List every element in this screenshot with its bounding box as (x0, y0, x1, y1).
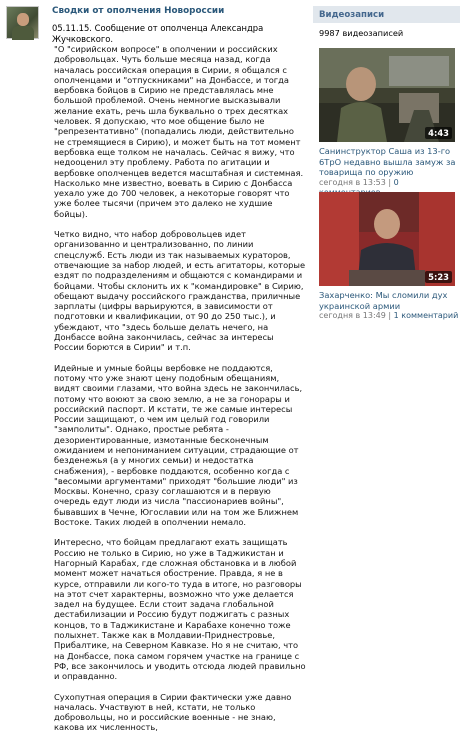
video-title[interactable]: Санинструктор Саша из 13-го 6ТрО недавно вышла замуж за товарища по оружию (319, 146, 456, 177)
post-author-link[interactable]: Сводки от ополчения Новороссии (52, 6, 225, 16)
post-paragraph: "О "сирийском вопросе" в ополчении и российских добровольцах. Чуть больше месяца назад, когда началась российская операция в Сирии, я общался с ополченцами и "отпускниками" на Донбассе, и тогда вербовка бойцов в Сирию не представлялась мне большой проблемой. Очень немногие высказывали желание ехать, речь шла буквально о трех десятках человек. Я допускаю, что мое общение было не "репрезентативно" (попадались люди, действительно не стремящиеся в Сирию), и может быть на тот момент вербовка еще толком не началась. Сейчас я вижу, что недооценил эту проблему. Работа по агитации и вербовке ополченцев ведется масштабная и системная. Насколько мне известно, воевать в Сирию с Донбасса уехало уже до 700 человек, а некоторые говорят что уже более тысячи (причем это далеко не худшие бойцы). (54, 44, 304, 219)
author-avatar[interactable] (6, 6, 39, 39)
video-meta (319, 311, 459, 322)
post-paragraph: Идейные и умные бойцы вербовке не поддаются, потому что уже знают цену подобным обещаниям, видят своими глазами, что война здесь не закончилась, потому что воюют за свою землю, а не за гонорары и российский паспорт. И кстати, те же самые интересы России защищают, о чем им целый год говорили "замполиты". Однако, простые ребята - дезориентированные, измотанные бесконечным ожиданием и непониманием ситуации, страдающие от безденежья (а у многих семьи) и недостатка снабжения), - вербовке поддаются, особенно когда с "весомыми аргументами" приходят "большие люди" из Москвы. Конечно, сразу соглашаются и в первую очередь едут люди из числа "пассионариев войны", бывавших в Чечне, Югославии или на том же Ближнем Востоке. Таких людей в ополчении немало. (54, 362, 303, 528)
videos-count[interactable]: 9987 видеозаписей (319, 28, 404, 38)
video-title[interactable]: Захарченко: Мы сломили дух украинской армии (319, 290, 448, 311)
videos-header[interactable] (313, 6, 460, 23)
avatar-face (17, 13, 29, 26)
post-text (54, 44, 306, 743)
video-comments-link[interactable]: 0 (393, 177, 399, 187)
post-date-line: 05.11.15. Сообщение от ополченца Александра Жучковского. (52, 23, 264, 44)
video-item[interactable] (319, 48, 459, 199)
post-paragraph: Сухопутная операция в Сирии фактически уже давно началась. Участвуют в ней, кстати, не только добровольцы, но и российские военные - не знаю, какова их численность, (54, 691, 292, 733)
video-time: сегодня в 13:53 (319, 177, 386, 187)
post-paragraph: Четко видно, что набор добровольцев идет организованно и централизованно, по линии спецслужб. Есть люди из так называемых кураторов, отвечающие за набор людей, и есть агитаторы, которые ездят по подразделениям и общаются с командирами и бойцами. Чтобы склонить их к "командировке" в Сирию, обещают выдачу российского гражданства, приличные зарплаты (цифры варьируются, в зависимости от подготовки и квалификации, от 90 до 250 тыс.), и убеждают, что "здесь больше делать нечего, на Донбассе война закончилась, сейчас за интересы России борются в Сирии" и т.п. (54, 229, 306, 353)
video-time: сегодня в 13:49 (319, 311, 386, 320)
videos-sidebar (313, 6, 460, 320)
video-item[interactable] (319, 192, 459, 322)
avatar-body (12, 26, 34, 40)
video-duration: 4:43 (425, 127, 452, 139)
video-duration: 5:23 (425, 271, 452, 283)
post-paragraph: Интересно, что бойцам предлагают ехать защищать Россию не только в Сирию, но уже в Таджикистан и Нагорный Карабах, где сложная обстановка и в любой момент может начаться обострение. Правда, я не в курсе, отправили ли кого-то туда в итоге, но разговоры на этот счет характерны, возможно что уже делается задел на будущее. Если стоит задача глобальной дестабилизации и Россию будут поджигать с разных концов, то в Таджикистане и Карабахе конечно тоже полыхнет. Также как в Молдавии-Приднестровье, Прибалтике, на Северном Кавказе. Но я не считаю, что на Донбассе, пока самом горячем участке на границе с РФ, все закончилось и уводить отсюда людей правильно и оправданно. (54, 537, 306, 682)
video-thumbnail[interactable] (319, 192, 455, 286)
meta-separator: | (385, 311, 394, 320)
video-thumbnail[interactable] (319, 48, 455, 142)
post-header (52, 6, 307, 45)
video-comments-link[interactable]: 1 комментарий (393, 311, 459, 320)
videos-title[interactable]: Видеозаписи (319, 10, 385, 20)
meta-separator: | (385, 177, 394, 187)
